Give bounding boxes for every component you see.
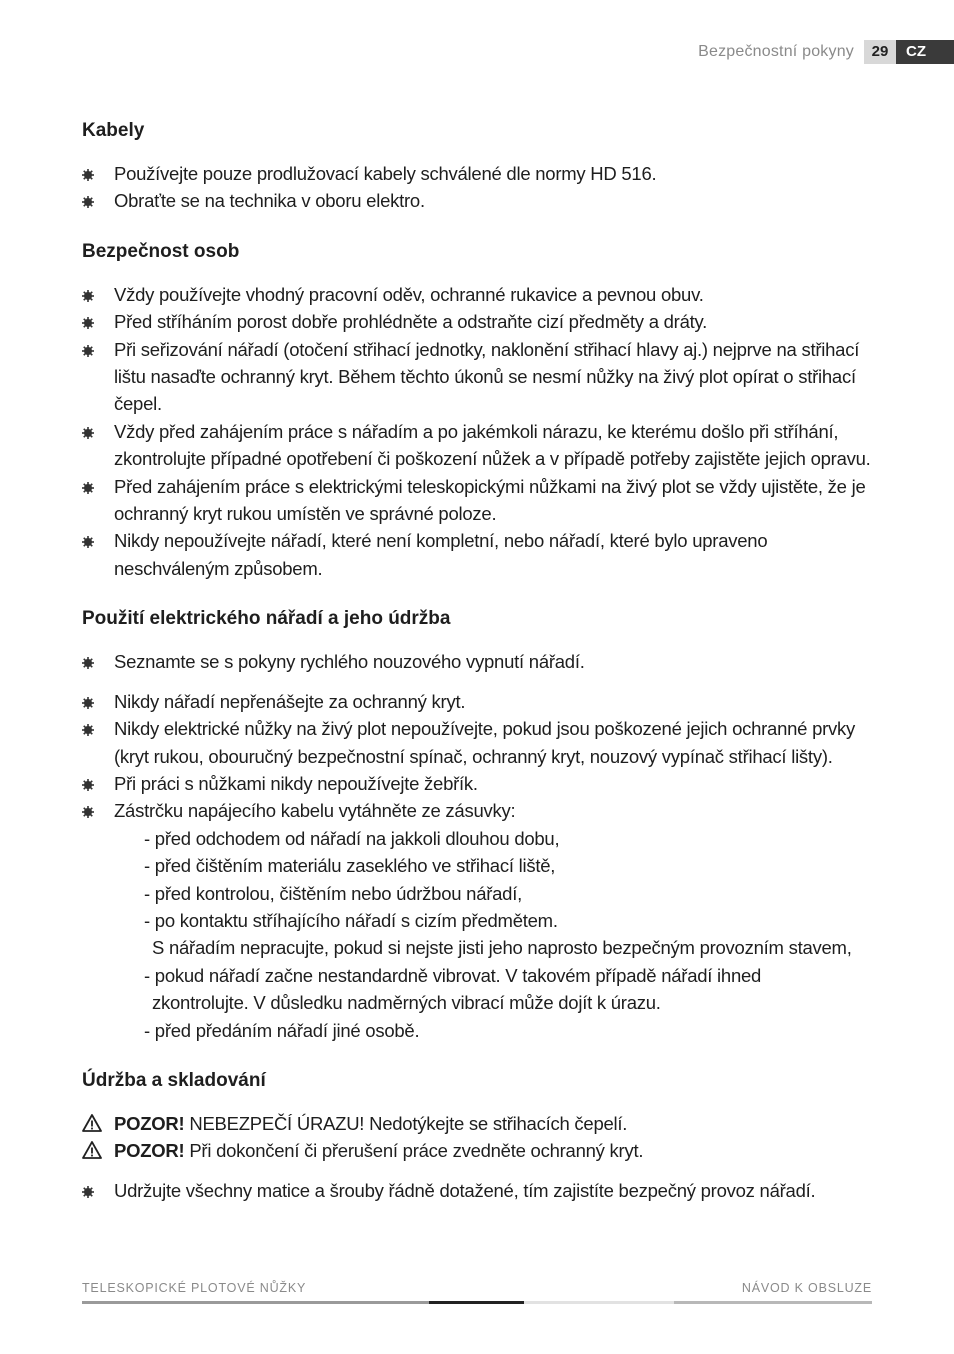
list-item (82, 688, 882, 715)
list-item (82, 160, 882, 187)
section-title: Bezpečnost osob (82, 240, 240, 262)
list-item (82, 336, 882, 418)
bullet-icon (82, 806, 94, 818)
list-item-text: Před stříháním porost dobře prohlédněte a odstraňte cizí předměty a dráty. (114, 311, 708, 333)
sub-item: - před kontrolou, čištěním nebo údržbou nářadí, (144, 882, 523, 904)
list-item (82, 308, 882, 335)
bullet-icon (82, 482, 94, 494)
sub-item: S nářadím nepracujte, pokud si nejste jisti jeho naprosto bezpečným provozním stavem, (152, 937, 852, 959)
bullet-icon (82, 697, 94, 709)
sub-item: - pokud nářadí začne nestandardně vibrovat. V takovém případě nářadí ihned (144, 964, 762, 986)
warning-text: Při dokončení či přerušení práce zvedněte ochranný kryt. (189, 1140, 644, 1162)
warning-text: NEBEZPEČÍ ÚRAZU! Nedotýkejte se střihacích čepelí. (189, 1112, 628, 1134)
warning-label: POZOR! (114, 1140, 185, 1162)
bullet-icon (82, 290, 94, 302)
bullet-list (82, 281, 882, 582)
bullet-list (82, 160, 882, 215)
sub-item: zkontrolujte. V důsledku nadměrných vibrací může dojít k úrazu. (152, 992, 661, 1014)
list-item-text: Vždy před zahájením práce s nářadím a po jakémkoli nárazu, ke kterému došlo při stříhání, zkontrolujte případné opotřebení či poškození nůžek a v případě potřeby zajistěte jejich opravu. (114, 420, 871, 470)
bullet-icon (82, 724, 94, 736)
list-item-text: Nikdy elektrické nůžky na živý plot nepoužívejte, pokud jsou poškozené jejich ochranné prvky (kryt rukou, obouručný bezpečnostní spínač, ochranný kryt, nouzový vypínač střihací lišty). (114, 718, 856, 767)
bullet-icon (82, 536, 94, 548)
warning-line (82, 1137, 882, 1164)
bullet-list (82, 648, 882, 824)
list-item-text: Udržujte všechny matice a šrouby řádně dotažené, tím zajistíte bezpečný provoz nářadí. (114, 1179, 816, 1201)
bullet-icon (82, 1186, 94, 1198)
footer-manual-name: NÁVOD K OBSLUZE (741, 1281, 872, 1295)
section-tool-use (82, 608, 882, 1044)
list-item (82, 770, 882, 797)
list-item-text: Nikdy nepoužívejte nářadí, které není kompletní, nebo nářadí, které bylo upraveno neschváleným způsobem. (114, 530, 768, 579)
page-content (82, 120, 882, 1230)
footer-rule-segment (429, 1301, 524, 1304)
list-item-text: Vždy používejte vhodný pracovní oděv, ochranné rukavice a pevnou obuv. (114, 283, 704, 305)
bullet-list (82, 1177, 882, 1204)
footer-product-name: TELESKOPICKÉ PLOTOVÉ NŮŽKY (82, 1281, 307, 1295)
list-item (82, 797, 882, 824)
bullet-icon (82, 345, 94, 357)
list-item-text: Zástrčku napájecího kabelu vytáhněte ze zásuvky: (114, 800, 516, 822)
footer-rule-segment (524, 1301, 674, 1304)
section-personal-safety (82, 241, 882, 582)
footer-rule-segment (674, 1301, 872, 1304)
language-label: CZ (906, 43, 926, 60)
bullet-icon (82, 169, 94, 181)
footer-rule (82, 1301, 872, 1304)
header-section-name: Bezpečnostní pokyny (698, 43, 854, 60)
list-item (82, 527, 882, 582)
list-item-text: Seznamte se s pokyny rychlého nouzového vypnutí nářadí. (114, 651, 585, 673)
page-header (698, 40, 954, 64)
footer-rule-segment (82, 1301, 429, 1304)
section-maintenance (82, 1070, 882, 1204)
list-item (82, 473, 882, 528)
bullet-icon (82, 657, 94, 669)
list-item-text: Obraťte se na technika v oboru elektro. (114, 190, 425, 212)
bullet-icon (82, 779, 94, 791)
list-item-text: Před zahájením práce s elektrickými teleskopickými nůžkami na živý plot se vždy ujistěte, že je ochranný kryt rukou umístěn ve správné poloze. (114, 475, 866, 525)
list-item (82, 715, 882, 770)
list-item (82, 1177, 882, 1204)
warning-line (82, 1110, 882, 1137)
section-title: Údržba a skladování (82, 1069, 266, 1091)
list-item-text: Při práci s nůžkami nikdy nepoužívejte žebřík. (114, 772, 478, 794)
sub-item: - před odchodem od nářadí na jakkoli dlouhou dobu, (144, 827, 560, 849)
sub-item: - po kontaktu stříhajícího nářadí s cizím předmětem. (144, 909, 558, 931)
sub-item: - před předáním nářadí jiné osobě. (144, 1019, 420, 1041)
section-cables (82, 120, 882, 215)
bullet-icon (82, 196, 94, 208)
bullet-icon (82, 427, 94, 439)
list-item-text: Používejte pouze prodlužovací kabely schválené dle normy HD 516. (114, 163, 657, 184)
page-number: 29 (864, 40, 896, 64)
warning-icon (82, 1141, 102, 1159)
warning-icon (82, 1114, 102, 1132)
section-title: Použití elektrického nářadí a jeho údržba (82, 608, 451, 630)
sub-item: - před čištěním materiálu zaseklého ve střihací liště, (144, 855, 556, 877)
list-item (82, 281, 882, 308)
bullet-icon (82, 317, 94, 329)
section-title: Kabely (82, 120, 145, 141)
language-tab (896, 40, 954, 64)
list-item (82, 418, 882, 473)
warning-label: POZOR! (114, 1112, 185, 1134)
list-item-text: Při seřizování nářadí (otočení střihací jednotky, naklonění střihací hlavy aj.) nejprve na střihací lištu nasaďte ochranný kryt. Během těchto úkonů se nesmí nůžky na živý plot opírat o střihací čepel. (114, 338, 860, 415)
list-item (82, 648, 882, 675)
list-item-text: Nikdy nářadí nepřenášejte za ochranný kryt. (114, 690, 466, 712)
list-item (82, 187, 882, 214)
